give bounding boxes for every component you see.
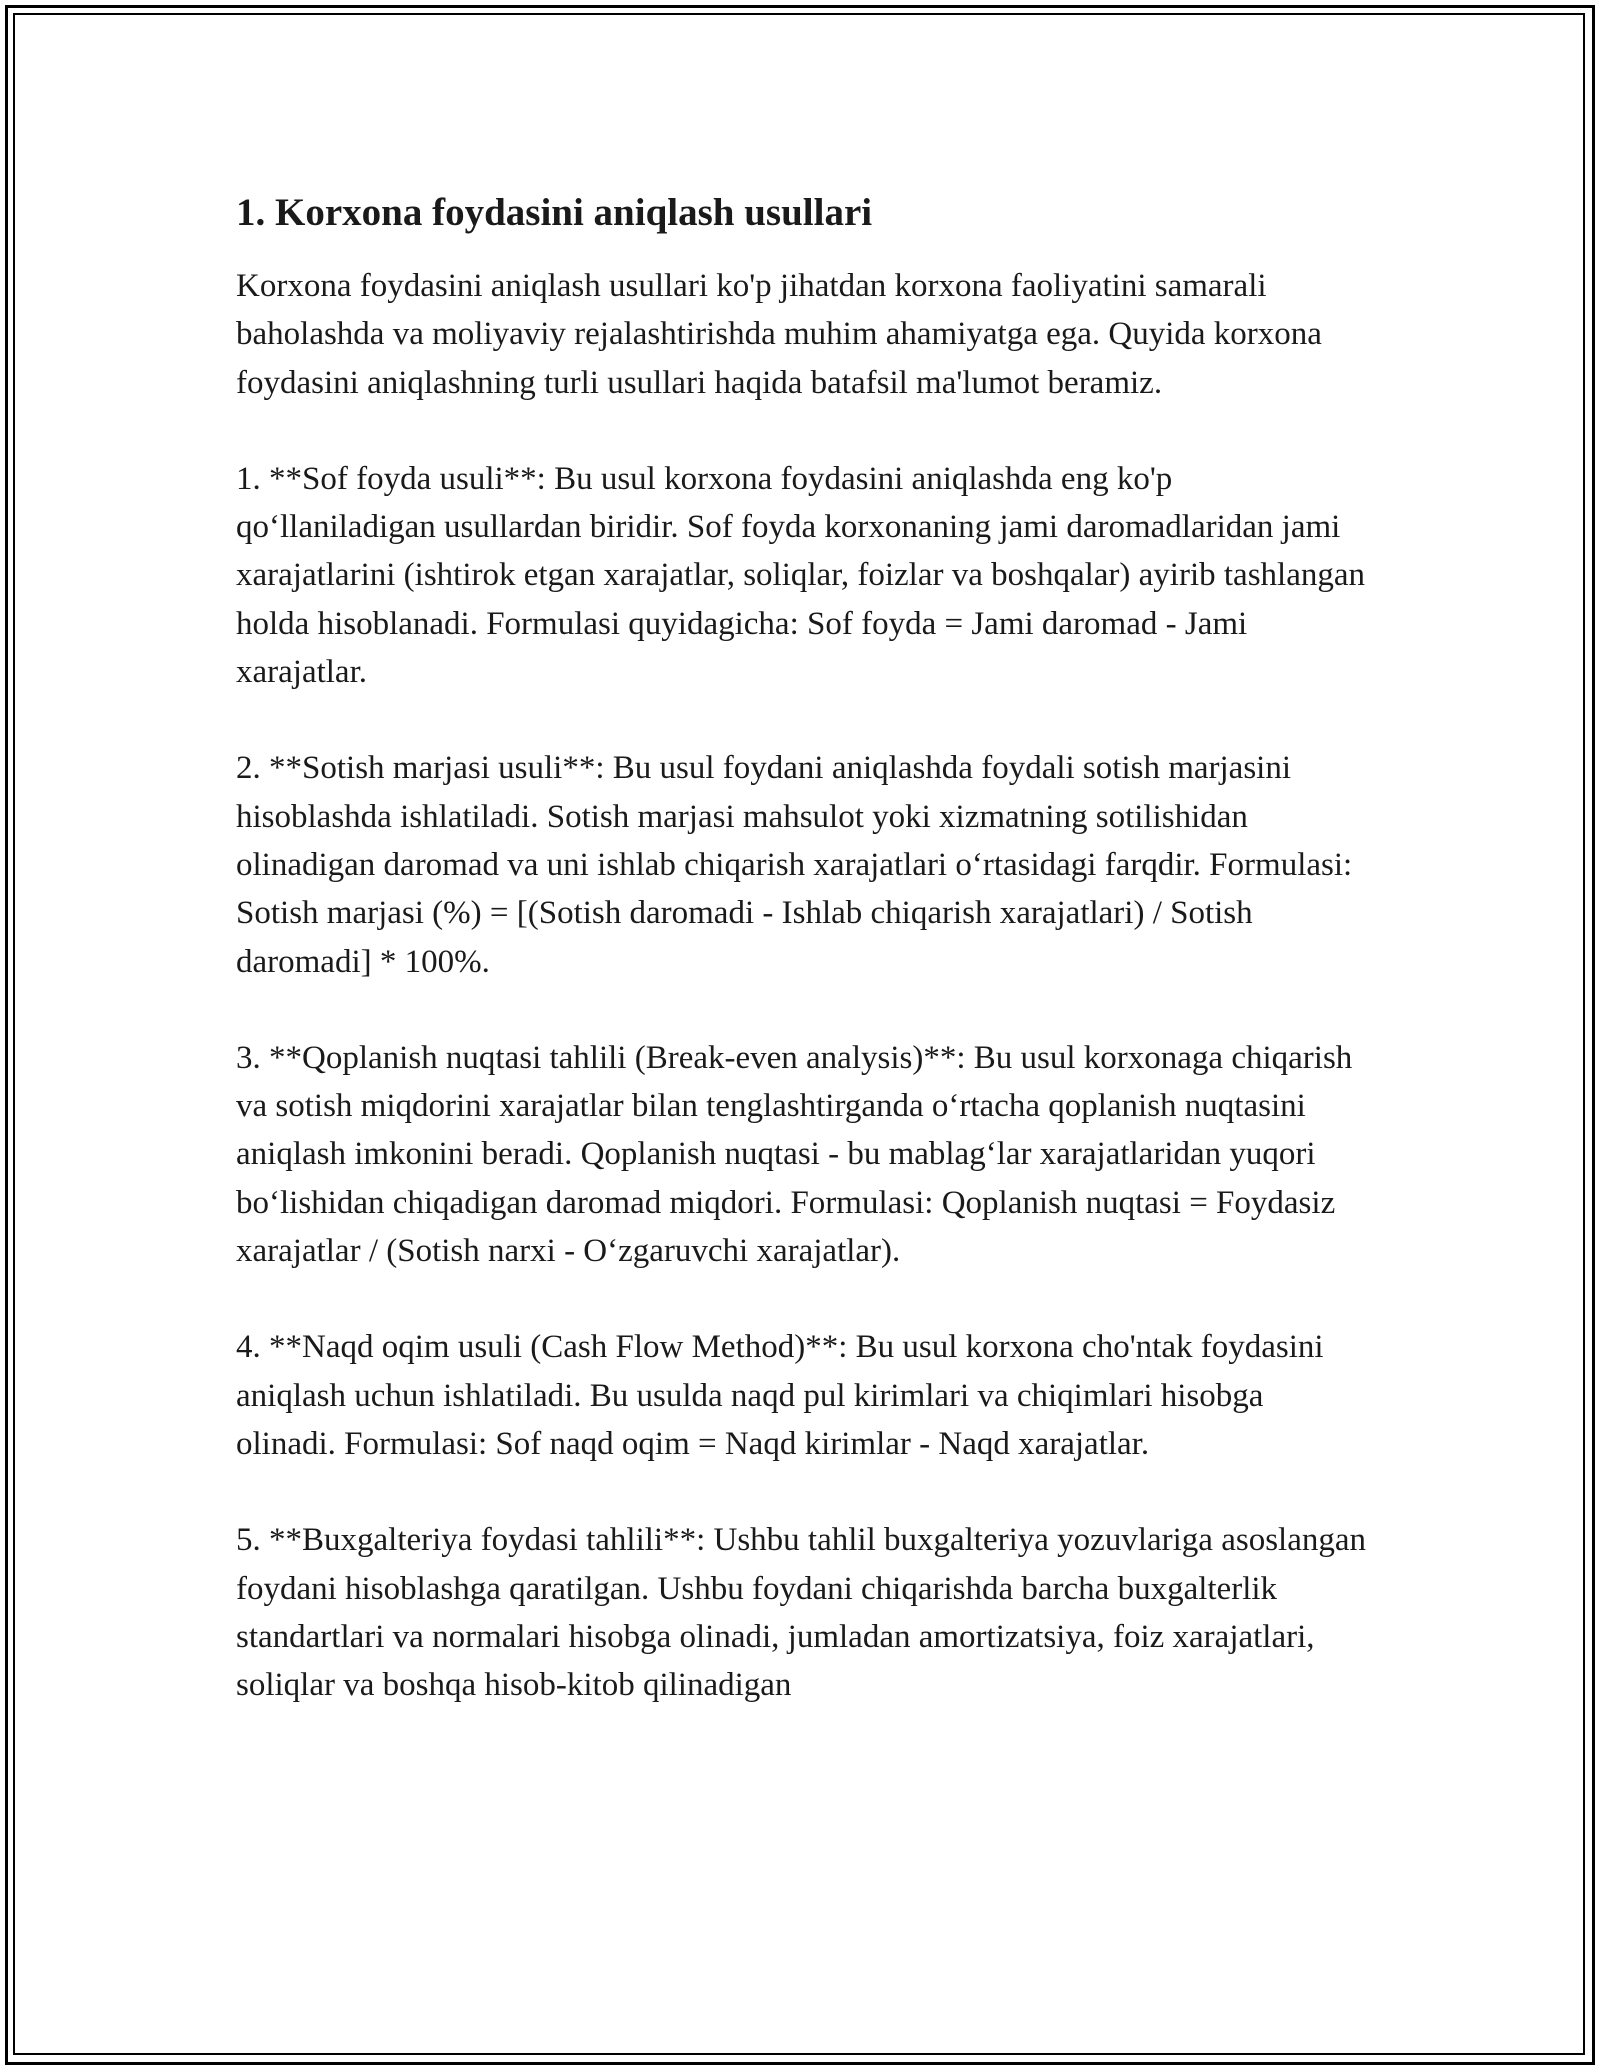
method-paragraph-break-even: 3. **Qoplanish nuqtasi tahlili (Break-even analysis)**: Bu usul korxonaga chiqarish va sotish miqdorini xarajatlar bilan tenglashtirganda o‘rtacha qoplanish nuqtasini aniqlash imkonini beradi. Qoplanish nuqtasi - bu mablag‘lar xarajatlaridan yuqori bo‘lishidan chiqadigan daromad miqdori. Formulasi: Qoplanish nuqtasi = Foydasiz xarajatlar / (Sotish narxi - O‘zgaruvchi xarajatlar). — [236, 1039, 1353, 1270]
section-heading: 1. Korxona foydasini aniqlash usullari — [236, 191, 873, 234]
method-paragraph-accounting-profit: 5. **Buxgalteriya foydasi tahlili**: Ushbu tahlil buxgalteriya yozuvlariga asoslangan foydani hisoblashga qaratilgan. Ushbu foydani chiqarishda barcha buxgalterlik standartlari va normalari hisobga olinadi, jumladan amortizatsiya, foiz xarajatlari, soliqlar va boshqa hisob-kitob qilinadigan — [236, 1522, 1366, 1704]
method-paragraph-net-profit: 1. **Sof foyda usuli**: Bu usul korxona foydasini aniqlashda eng ko'p qo‘llaniladigan usullardan biridir. Sof foyda korxonaning jami daromadlaridan jami xarajatlarini (ishtirok etgan xarajatlar, soliqlar, foizlar va boshqalar) ayirib tashlangan holda hisoblanadi. Formulasi quyidagicha: Sof foyda = Jami daromad - Jami xarajatlar. — [236, 460, 1365, 691]
intro-paragraph: Korxona foydasini aniqlash usullari ko'p jihatdan korxona faoliyatini samarali baholashda va moliyaviy rejalashtirishda muhim ahamiyatga ega. Quyida korxona foydasini aniqlashning turli usullari haqida batafsil ma'lumot beramiz. — [236, 268, 1322, 401]
method-paragraph-cash-flow: 4. **Naqd oqim usuli (Cash Flow Method)**: Bu usul korxona cho'ntak foydasini aniqlash uchun ishlatiladi. Bu usulda naqd pul kirimlari va chiqimlari hisobga olinadi. Formulasi: Sof naqd oqim = Naqd kirimlar - Naqd xarajatlar. — [236, 1329, 1324, 1462]
document-body — [236, 186, 1366, 1709]
method-paragraph-sales-margin: 2. **Sotish marjasi usuli**: Bu usul foydani aniqlashda foydali sotish marjasini hisoblashda ishlatiladi. Sotish marjasi mahsulot yoki xizmatning sotilishidan olinadigan daromad va uni ishlab chiqarish xarajatlari o‘rtasidagi farqdir. Formulasi: Sotish marjasi (%) = [(Sotish daromadi - Ishlab chiqarish xarajatlari) / Sotish daromadi] * 100%. — [236, 750, 1353, 980]
